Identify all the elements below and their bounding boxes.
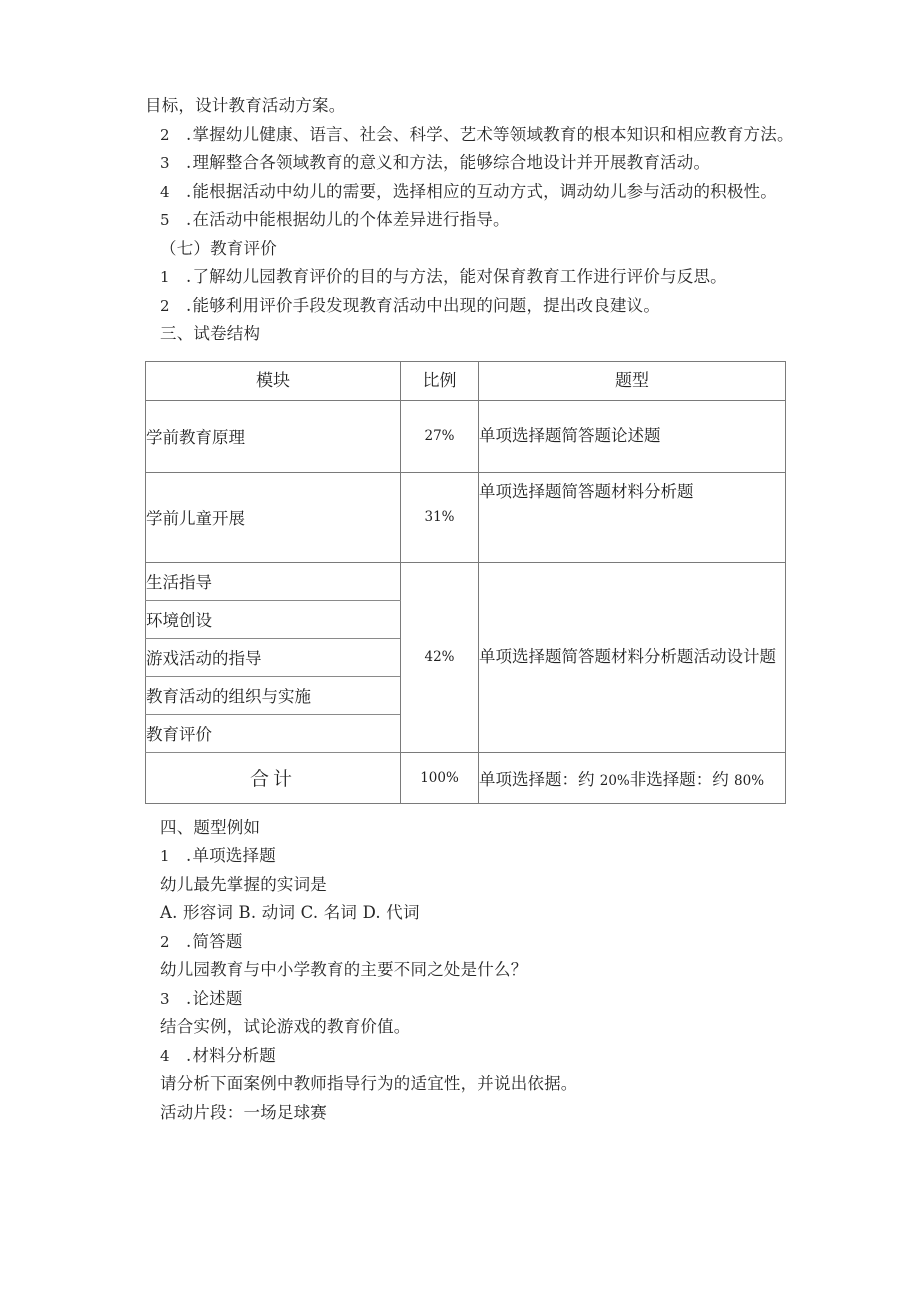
question-title-text: 单项选择题 xyxy=(192,846,276,865)
cell-ratio: 27% xyxy=(401,400,479,472)
question-number: 4 xyxy=(160,1046,170,1065)
question-dot: . xyxy=(186,1045,192,1065)
objective-dot: . xyxy=(186,210,192,229)
table-header-row xyxy=(146,361,786,400)
question-dot: . xyxy=(186,931,192,951)
cell-total-label: 合计 xyxy=(146,752,401,803)
cell-type: 单项选择题简答题材料分析题活动设计题 xyxy=(479,562,786,752)
cell-module: 教育评价 xyxy=(146,714,401,752)
cell-module: 教育活动的组织与实施 xyxy=(146,676,401,714)
question-title-3 xyxy=(145,985,785,1014)
objective-text: 理解整合各领域教育的意义和方法，能够综合地设计并开展教育活动。 xyxy=(192,153,711,172)
section-three-heading: 三、试卷结构 xyxy=(160,324,261,343)
cell-ratio: 42% xyxy=(401,562,479,752)
total-type-middle: 非选择题：约 xyxy=(629,769,735,789)
objective-text: 掌握幼儿健康、语言、社会、科学、艺术等领域教育的根本知识和相应教育方法。 xyxy=(192,124,794,144)
total-type-prefix: 单项选择题：约 xyxy=(479,769,600,789)
cell-total-type xyxy=(479,752,786,803)
item-text: 能够利用评价手段发现教育活动中出现的问题，提出改良建议。 xyxy=(192,295,661,315)
question-options-1: A. 形容词 B. 动词 C. 名词 D. 代词 xyxy=(160,903,420,922)
cell-ratio: 31% xyxy=(401,472,479,562)
question-dot: . xyxy=(186,988,192,1008)
section-seven-item-1 xyxy=(145,263,785,292)
question-stem-4: 请分析下面案例中教师指导行为的适宜性，并说出依据。 xyxy=(160,1074,578,1093)
paragraph-goal xyxy=(145,92,785,121)
item-text: 了解幼儿园教育评价的目的与方法，能对保育教育工作进行评价与反思。 xyxy=(192,267,727,286)
question-title-1 xyxy=(145,842,785,871)
question-title-text: 论述题 xyxy=(192,988,243,1008)
question-stem-2: 幼儿园教育与中小学教育的主要不同之处是什么？ xyxy=(160,960,528,979)
cell-module: 环境创设 xyxy=(146,600,401,638)
objective-number: 2 xyxy=(160,125,170,144)
cell-module: 生活指导 xyxy=(146,562,401,600)
exam-structure-table-wrapper xyxy=(145,361,785,804)
cell-total-ratio: 100% xyxy=(401,752,479,803)
objective-number: 4 xyxy=(160,182,170,201)
question-number: 2 xyxy=(160,932,170,951)
question-title-4 xyxy=(145,1042,785,1071)
cell-module: 学前儿童开展 xyxy=(146,472,401,562)
header-ratio: 比例 xyxy=(401,361,479,400)
exam-structure-table xyxy=(145,361,786,804)
table-row xyxy=(146,562,786,600)
objective-number: 5 xyxy=(160,211,170,229)
question-number: 3 xyxy=(160,989,170,1008)
section-four-heading: 四、题型例如 xyxy=(160,817,261,837)
objective-item-2 xyxy=(145,121,794,150)
table-total-row xyxy=(146,752,786,803)
question-number: 1 xyxy=(160,847,170,865)
question-title-text: 简答题 xyxy=(192,931,243,951)
cell-type: 单项选择题简答题材料分析题 xyxy=(479,472,786,562)
objective-item-4 xyxy=(145,178,785,207)
section-seven-item-2 xyxy=(145,292,785,321)
header-module: 模块 xyxy=(146,361,401,400)
item-number: 2 xyxy=(160,296,170,315)
header-type: 题型 xyxy=(479,361,786,400)
objective-text: 在活动中能根据幼儿的个体差异进行指导。 xyxy=(192,210,510,229)
total-type-pct-choice: 20% xyxy=(599,772,630,789)
cell-type: 单项选择题简答题论述题 xyxy=(479,400,786,472)
question-title-text: 材料分析题 xyxy=(192,1045,276,1065)
question-stem-1: 幼儿最先掌握的实词是 xyxy=(160,874,327,894)
objective-text: 能根据活动中幼儿的需要，选择相应的互动方式，调动幼儿参与活动的积极性。 xyxy=(192,181,777,201)
question-stem-3: 结合实例，试论游戏的教育价值。 xyxy=(160,1017,411,1036)
objective-item-3 xyxy=(145,149,785,178)
cell-module: 游戏活动的指导 xyxy=(146,638,401,676)
section-seven-heading: （七）教育评价 xyxy=(160,238,277,258)
item-dot: . xyxy=(186,295,192,315)
objective-dot: . xyxy=(186,181,192,201)
question-title-2 xyxy=(145,928,785,957)
objective-dot: . xyxy=(186,124,192,144)
objective-number: 3 xyxy=(160,154,170,172)
paragraph-goal-text: 目标，设计教育活动方案。 xyxy=(145,96,346,115)
document-content xyxy=(145,92,794,1127)
cell-module: 学前教育原理 xyxy=(146,400,401,472)
objective-dot: . xyxy=(186,153,192,172)
item-number: 1 xyxy=(160,268,170,286)
objective-item-5 xyxy=(145,206,785,235)
total-type-pct-nonchoice: 80% xyxy=(734,772,765,789)
table-row xyxy=(146,400,786,472)
question-dot: . xyxy=(186,846,192,865)
table-row xyxy=(146,472,786,562)
material-caption: 活动片段：一场足球赛 xyxy=(160,1102,327,1122)
item-dot: . xyxy=(186,267,192,286)
